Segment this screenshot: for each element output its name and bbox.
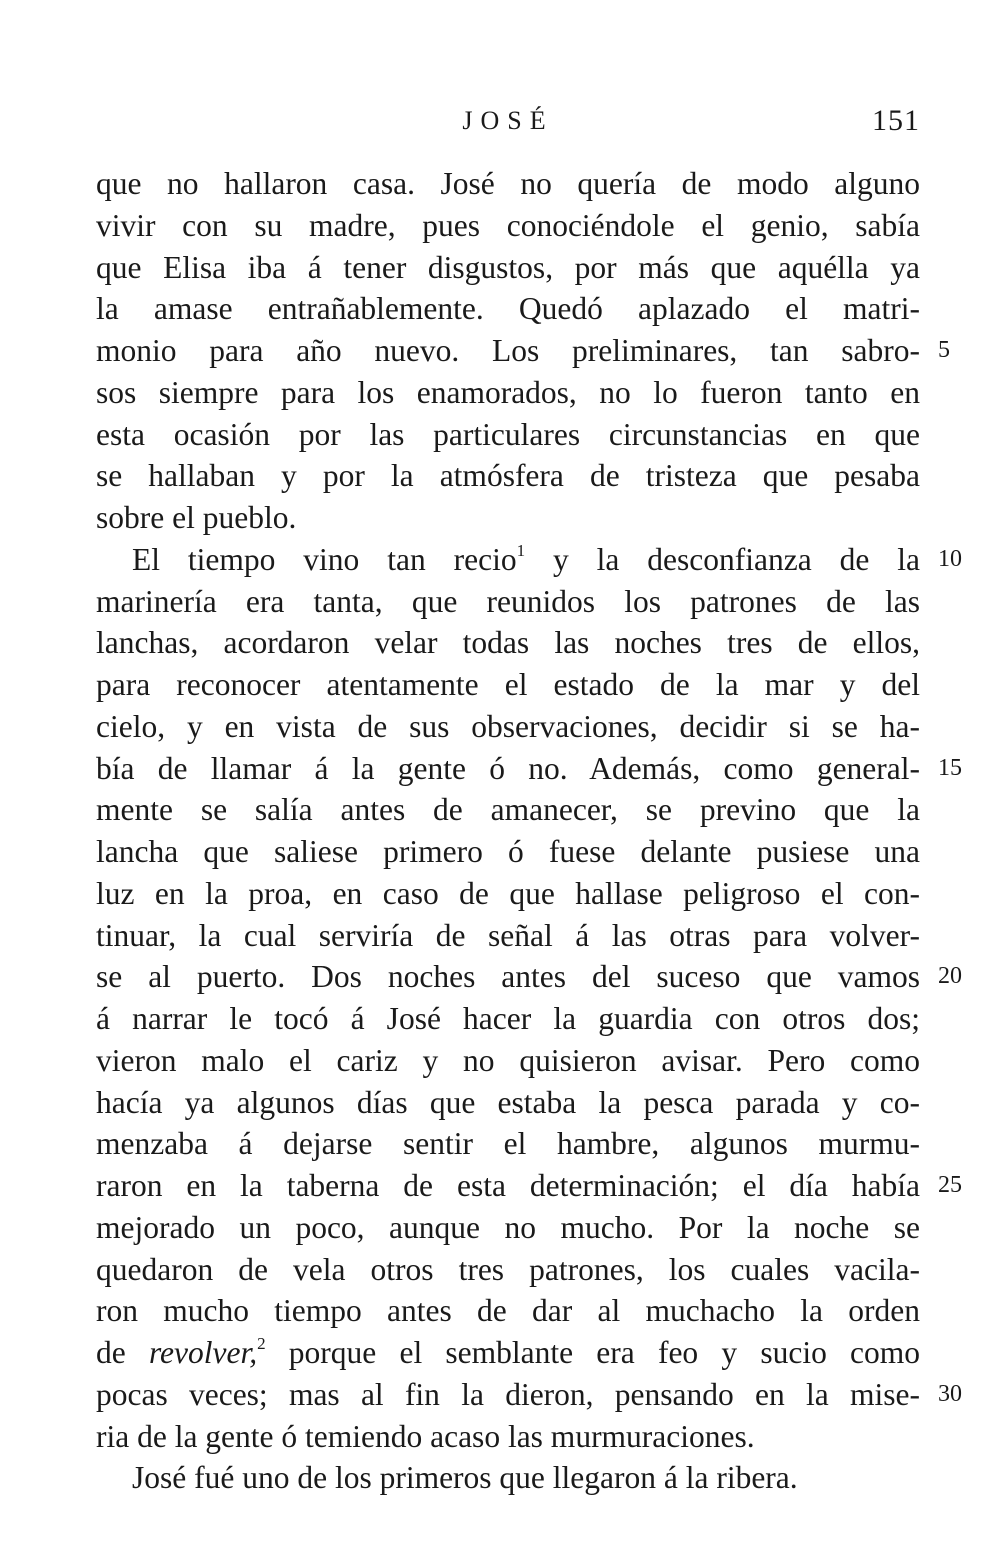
text-line: vieron malo el cariz y no quisieron avisar. Pero como bbox=[96, 1042, 920, 1078]
text-line: se al puerto. Dos noches antes del suceso que vamos 20 bbox=[96, 956, 920, 998]
text-line: quedaron de vela otros tres patrones, los cuales vacila- bbox=[96, 1251, 920, 1287]
text-line: lanchas, acordaron velar todas las noches tres de ellos, bbox=[96, 625, 920, 661]
text-line: monio para año nuevo. Los preliminares, tan sabro- 5 bbox=[96, 330, 920, 372]
text-line: que Elisa iba á tener disgustos, por más que aquélla ya bbox=[96, 249, 920, 285]
page-number: 151 bbox=[872, 104, 920, 137]
text-line: raron en la taberna de esta determinación; el día había 25 bbox=[96, 1165, 920, 1207]
text-line: mente se salía antes de amanecer, se previno que la bbox=[96, 792, 920, 828]
text-line: la amase entrañablemente. Quedó aplazado el matri- bbox=[96, 291, 920, 327]
text-line: mejorado un poco, aunque no mucho. Por la noche se bbox=[96, 1209, 920, 1245]
text-line: luz en la proa, en caso de que hallase peligroso el con- bbox=[96, 875, 920, 911]
text-line: sobre el pueblo. bbox=[96, 500, 297, 535]
italic-word: revolver, bbox=[148, 1335, 258, 1370]
line-number: 15 bbox=[938, 754, 962, 781]
line-number: 25 bbox=[938, 1172, 962, 1198]
text-line: marinería era tanta, que reunidos los patrones de las bbox=[96, 583, 920, 619]
text-line: El tiempo vino tan recio$^1$ y la desconfianza de la 10 bbox=[96, 539, 920, 581]
text-line: ron mucho tiempo antes de dar al muchacho la orden bbox=[96, 1293, 920, 1329]
text-line: para reconocer atentamente el estado de la mar y del bbox=[96, 667, 920, 702]
text-line: esta ocasión por las particulares circunstancias en que bbox=[96, 416, 920, 452]
footnote-marker: 2 bbox=[257, 1334, 266, 1353]
text-line: ria de la gente ó temiendo acaso las murmuraciones. bbox=[96, 1418, 755, 1454]
line-number: 10 bbox=[938, 545, 962, 572]
line-number: 5 bbox=[938, 337, 950, 363]
text-line: bía de llamar á la gente ó no. Además, como general- 15 bbox=[96, 748, 920, 790]
text-line: que no hallaron casa. José no quería de modo alguno bbox=[96, 166, 920, 201]
running-title: JOSÉ bbox=[462, 106, 554, 135]
text-line: hacía ya algunos días que estaba la pesca parada y co- bbox=[96, 1084, 920, 1120]
text-line: pocas veces; mas al fin la dieron, pensando en la mise- 30 bbox=[96, 1374, 920, 1416]
text-line: menzaba á dejarse sentir el hambre, algunos murmu- bbox=[96, 1126, 920, 1162]
running-head bbox=[96, 100, 920, 140]
text-line: vivir con su madre, pues conociéndole el genio, sabía bbox=[96, 207, 920, 243]
footnote-marker: 1 bbox=[516, 540, 526, 560]
body-text bbox=[96, 163, 962, 1499]
text-line: cielo, y en vista de sus observaciones, decidir si se ha- bbox=[96, 708, 920, 744]
text-line: á narrar le tocó á José hacer la guardia con otros dos; bbox=[96, 1001, 920, 1036]
text-line: lancha que saliese primero ó fuese delante pusiese una bbox=[96, 834, 920, 869]
text-line: se hallaban y por la atmósfera de tristeza que pesaba bbox=[96, 458, 920, 494]
text-line: tinuar, la cual serviría de señal á las otras para volver- bbox=[96, 917, 920, 953]
line-number: 30 bbox=[938, 1380, 962, 1407]
text-line: sos siempre para los enamorados, no lo fueron tanto en bbox=[96, 374, 920, 410]
text-line: de revolver,$^2$ porque el semblante era feo y sucio como bbox=[96, 1334, 921, 1370]
text-line: José fué uno de los primeros que llegaron á la ribera. bbox=[132, 1460, 798, 1496]
line-number: 20 bbox=[938, 963, 962, 990]
